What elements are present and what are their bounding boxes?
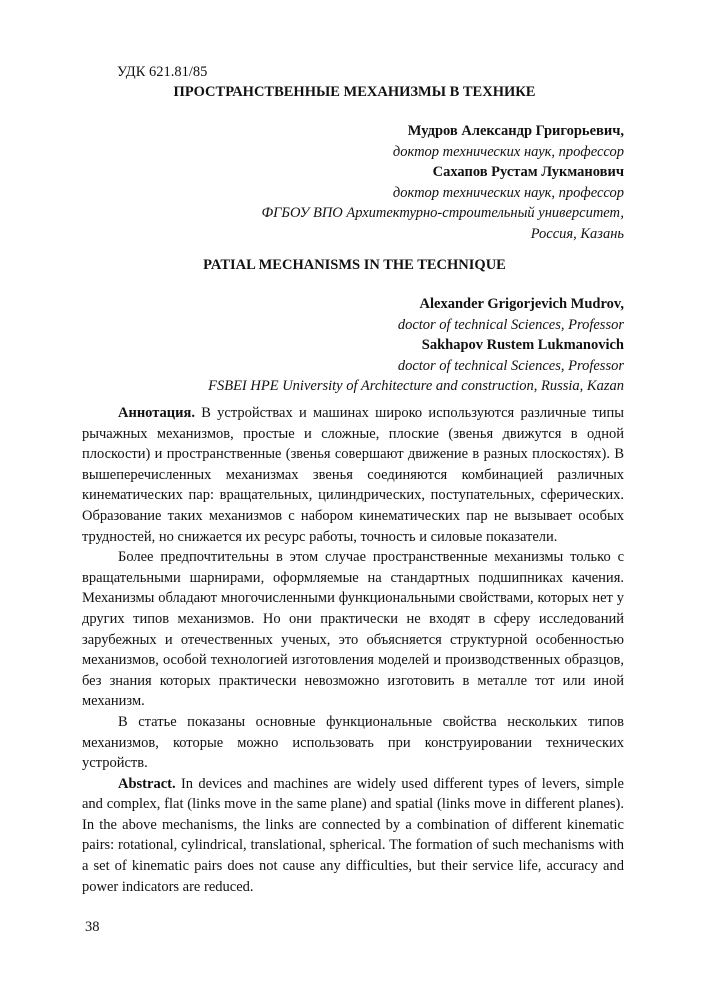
- affiliation-line-1: ФГБОУ ВПО Архитектурно-строительный университет,: [261, 205, 624, 221]
- author-1-name: Мудров Александр Григорьевич,: [407, 123, 624, 139]
- abstract-ru-paragraph-1: [82, 403, 624, 547]
- author-2-role: доктор технических наук, профессор: [392, 184, 624, 201]
- udk-code: УДК 621.81/85: [117, 64, 208, 80]
- author-1-name-en: Alexander Grigorjevich Mudrov,: [419, 296, 624, 312]
- authors-english: [208, 294, 624, 397]
- abstract-ru-paragraph-2: Более предпочтительны в этом случае пространственные механизмы только с вращательными шарнирами, оформляемые на стандартных подшипниках качения. Механизмы обладают многочисленными функциональными свойствами, которых нет у других типов механизмов. Но они практически не входят в сферу исследований зарубежных и отечественных ученых, это объясняется структурной особенностью механизмов, особой технологией изготовления моделей и производственных образцов, без знания которых практически невозможно изготовить в металле тот или иной механизм.: [82, 549, 624, 710]
- abstract-en-text-1: In devices and machines are widely used different types of levers, simple and complex, flat (links move in the same plane) and spatial (links move in different planes). In the above mechanisms, the links are connected by a combination of different kinematic pairs: rotational, cylindrical, translational, spherical. The formation of such mechanisms with a set of kinematic pairs does not cause any difficulties, but their service life, accuracy and power indicators are reduced.: [82, 775, 624, 895]
- affiliation-en: FSBEI HPE University of Architecture and construction, Russia, Kazan: [208, 378, 624, 394]
- author-2-role-en: doctor of technical Sciences, Professor: [397, 357, 624, 374]
- author-2-name: Сахапов Рустам Лукманович: [432, 164, 624, 180]
- author-2-name-en: Sakhapov Rustem Lukmanovich: [421, 337, 624, 353]
- abstract-en-paragraph-1: [82, 774, 624, 898]
- abstract-en-lead: Abstract.: [118, 775, 176, 792]
- title-russian: ПРОСТРАНСТВЕННЫЕ МЕХАНИЗМЫ В ТЕХНИКЕ: [173, 84, 536, 100]
- authors-russian: [261, 121, 624, 244]
- page-number: 38: [85, 919, 100, 935]
- abstract-ru-lead: Аннотация.: [118, 405, 195, 421]
- abstract-body: [82, 403, 624, 897]
- abstract-ru-text-1: В устройствах и машинах широко используются различные типы рычажных механизмов, простые и сложные, плоские (звенья движутся в одной плоскости) и пространственные (звенья совершают движение в разных плоскостях). В вышеперечисленных механизмах звенья соединяются комбинацией различных кинематических пар: вращательных, цилиндрических, поступательных, сферических. Образование таких механизмов с набором кинематических пар не вызывает особых трудностей, но снижается их ресурс работы, точность и силовые показатели.: [82, 405, 624, 545]
- abstract-ru-paragraph-3: В статье показаны основные функциональные свойства нескольких типов механизмов, которые можно использовать при конструировании технических устройств.: [82, 713, 624, 772]
- affiliation-line-2: Россия, Казань: [530, 225, 624, 242]
- author-1-role-en: doctor of technical Sciences, Professor: [397, 316, 624, 333]
- title-english: PATIAL MECHANISMS IN THE TECHNIQUE: [203, 257, 506, 273]
- author-1-role: доктор технических наук, профессор: [392, 143, 624, 160]
